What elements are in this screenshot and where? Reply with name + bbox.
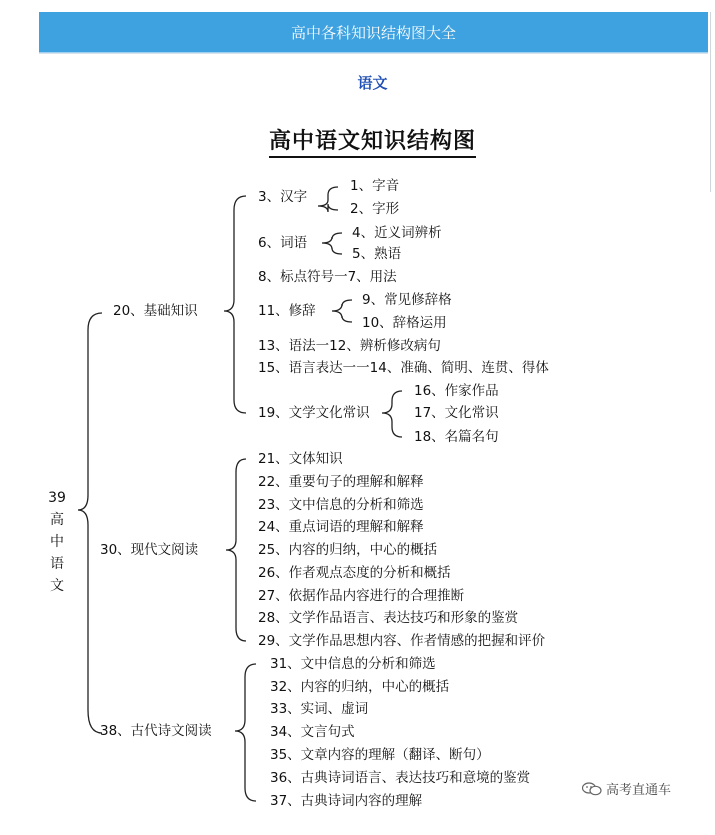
subject-link[interactable]: 语文 [357, 74, 388, 92]
node-label: 11、修辞 [258, 303, 316, 319]
node-label: 34、文言句式 [270, 724, 355, 740]
leaf-label: 16、作家作品 [414, 383, 499, 399]
root-number: 39 [48, 490, 66, 506]
leaf-label: 10、辞格运用 [362, 315, 447, 331]
root-char: 中 [50, 534, 64, 550]
root-char: 语 [50, 556, 64, 572]
node-label: 19、文学文化常识 [258, 405, 370, 421]
node-label: 29、文学作品思想内容、作者情感的把握和评价 [258, 633, 546, 649]
branch-label: 30、现代文阅读 [100, 542, 199, 558]
node-label: 26、作者观点态度的分析和概括 [258, 565, 451, 581]
sub-brace-changshi [382, 391, 402, 437]
node-label: 23、文中信息的分析和筛选 [258, 497, 424, 513]
node-label: 28、文学作品语言、表达技巧和形象的鉴赏 [258, 610, 519, 626]
node-label: 8、标点符号一7、用法 [258, 269, 397, 285]
leaf-label: 18、名篇名句 [414, 429, 499, 445]
root-char: 高 [50, 512, 64, 528]
leaf-label: 5、熟语 [352, 246, 402, 262]
root-node [46, 487, 68, 597]
watermark-text: 高考直通车 [606, 783, 672, 798]
wechat-icon [582, 782, 602, 796]
branch-label: 20、基础知识 [113, 303, 198, 319]
branch-label: 38、古代诗文阅读 [100, 723, 212, 739]
node-label: 24、重点词语的理解和解释 [258, 519, 424, 535]
root-char: 文 [50, 578, 64, 594]
leaf-label: 1、字音 [350, 178, 400, 194]
branch-brace-basics [224, 196, 246, 413]
node-label: 6、词语 [258, 235, 308, 251]
node-label: 33、实词、虚词 [270, 701, 369, 717]
node-label: 31、文中信息的分析和筛选 [270, 656, 436, 672]
branch-brace-modern [226, 459, 246, 641]
sub-brace-hanzi [318, 187, 338, 212]
node-label: 37、古典诗词内容的理解 [270, 793, 423, 809]
node-label: 35、文章内容的理解（翻译、断句） [270, 747, 490, 763]
node-label: 15、语言表达一一14、准确、简明、连贯、得体 [258, 360, 549, 376]
node-label: 22、重要句子的理解和解释 [258, 474, 424, 490]
sub-brace-ciyu [322, 233, 342, 254]
banner-title: 高中各科知识结构图大全 [290, 23, 456, 42]
node-label: 25、内容的归纳，中心的概括 [258, 542, 438, 558]
leaf-label: 17、文化常识 [414, 405, 499, 421]
leaf-label: 2、字形 [350, 201, 400, 217]
node-label: 21、文体知识 [258, 451, 343, 467]
node-label: 27、依据作品内容进行的合理推断 [258, 588, 465, 604]
sub-brace-xiuci [332, 300, 352, 322]
node-label: 13、语法一12、辨析修改病句 [258, 338, 441, 354]
diagram-title: 高中语文知识结构图 [0, 124, 715, 155]
node-label: 32、内容的归纳，中心的概括 [270, 679, 450, 695]
leaf-label: 9、常见修辞格 [362, 292, 452, 308]
watermark [582, 779, 671, 798]
node-label: 3、汉字 [258, 189, 308, 205]
node-label: 36、古典诗词语言、表达技巧和意境的鉴赏 [270, 770, 531, 786]
root-brace [78, 313, 102, 733]
branch-brace-classical [235, 664, 256, 801]
leaf-label: 4、近义词辨析 [352, 225, 442, 241]
